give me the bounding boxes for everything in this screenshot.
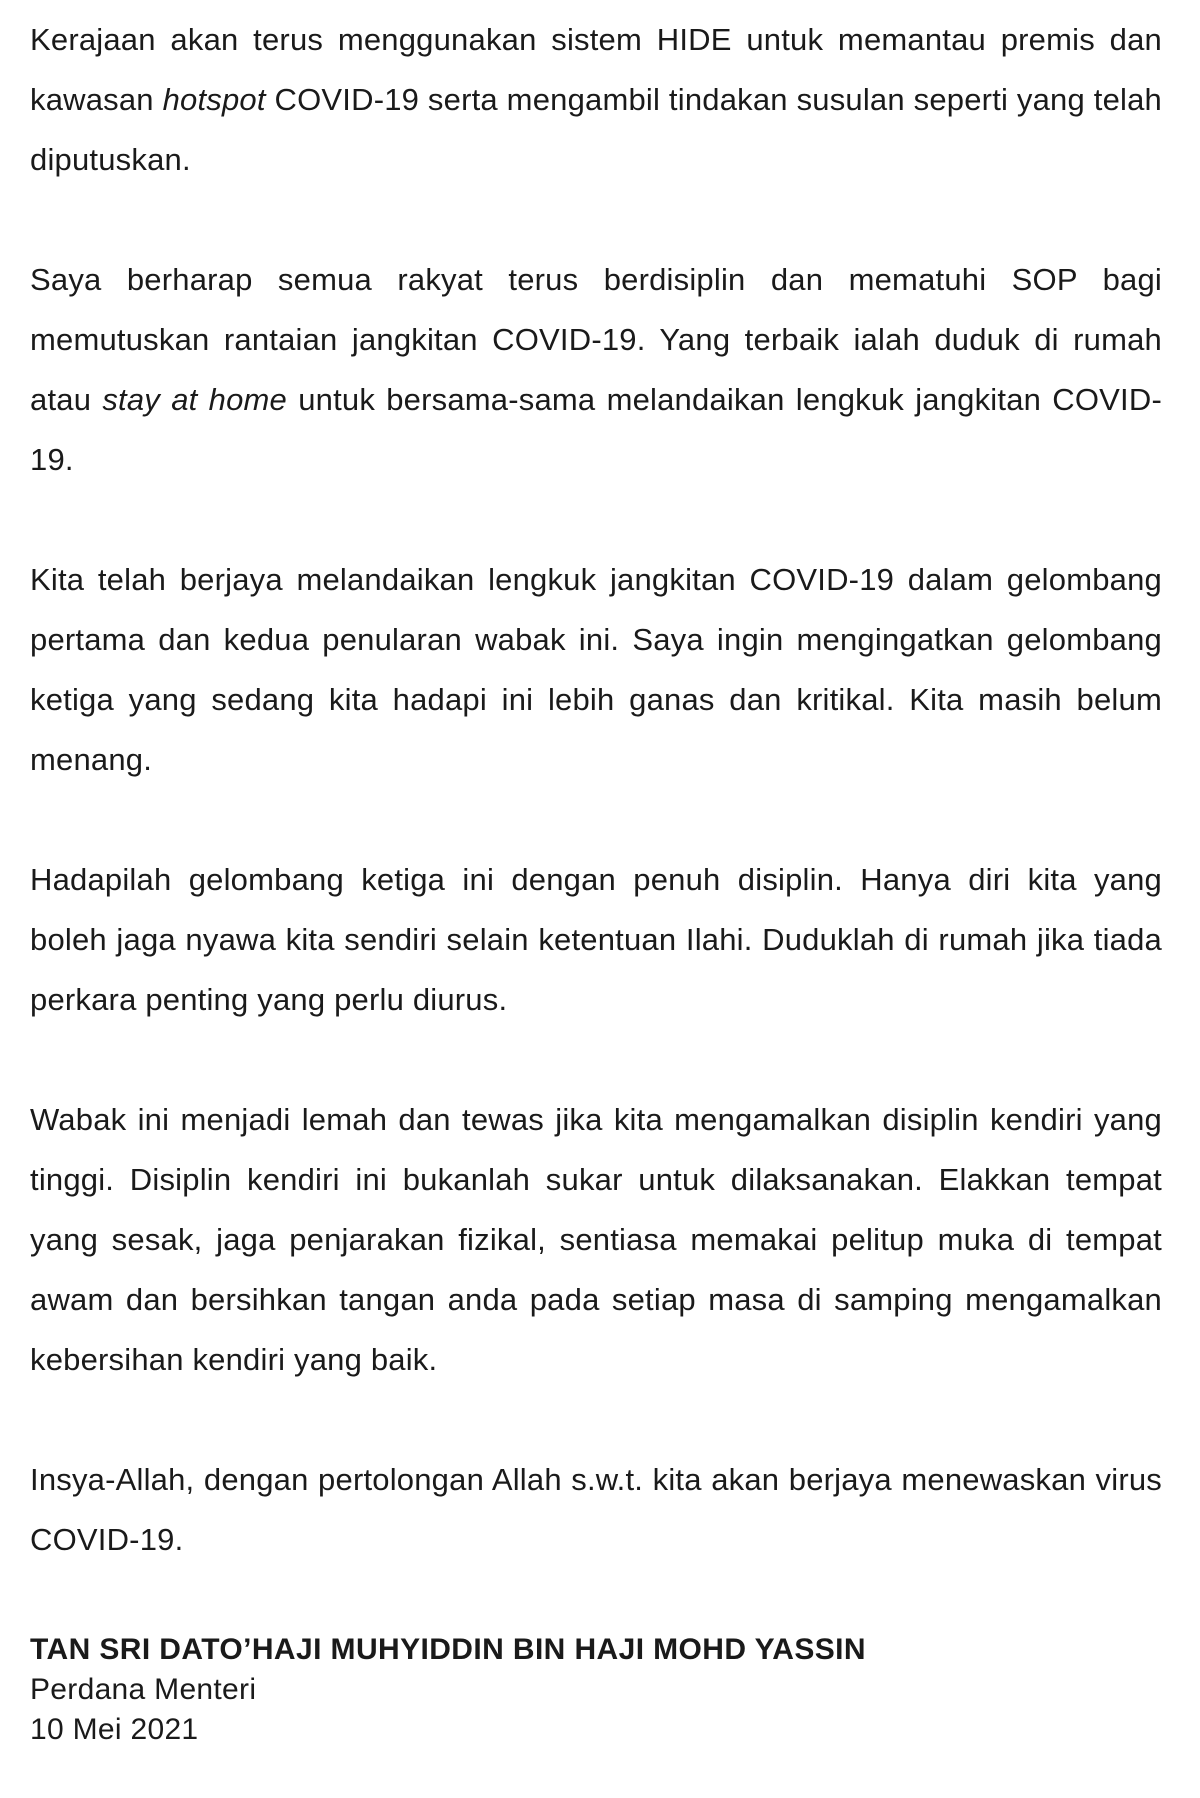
paragraph-text: Kerajaan akan terus menggunakan sistem HIDE untuk memantau premis dan kawasan (30, 22, 1162, 117)
paragraph-closing: Insya-Allah, dengan pertolongan Allah s.w.t. kita akan berjaya menewaskan virus COVID-19. (30, 1462, 1162, 1557)
paragraph-third-wave: Kita telah berjaya melandaikan lengkuk jangkitan COVID-19 dalam gelombang pertama dan kedua penularan wabak ini. Saya ingin mengingatkan gelombang ketiga yang sedang kita hadapi ini lebih ganas dan kritikal. Kita masih belum menang. (30, 562, 1162, 777)
paragraph-stay-at-home (30, 250, 1162, 490)
signature-block (30, 1630, 1162, 1750)
italic-term-stay-at-home: stay at home (102, 382, 287, 417)
paragraph-discipline: Hadapilah gelombang ketiga ini dengan penuh disiplin. Hanya diri kita yang boleh jaga nyawa kita sendiri selain ketentuan Ilahi. Duduklah di rumah jika tiada perkara penting yang perlu diurus. (30, 862, 1162, 1017)
document-page (30, 10, 1162, 1750)
paragraph-self-discipline: Wabak ini menjadi lemah dan tewas jika kita mengamalkan disiplin kendiri yang tinggi. Disiplin kendiri ini bukanlah sukar untuk dilaksanakan. Elakkan tempat yang sesak, jaga penjarakan fizikal, sentiasa memakai pelitup muka di tempat awam dan bersihkan tangan anda pada setiap masa di samping mengamalkan kebersihan kendiri yang baik. (30, 1102, 1162, 1377)
signatory-name: TAN SRI DATO’HAJI MUHYIDDIN BIN HAJI MOHD YASSIN (30, 1633, 866, 1666)
paragraph-text: COVID-19 serta mengambil tindakan susulan seperti yang telah diputuskan. (30, 82, 1162, 177)
paragraph-hide-system (30, 10, 1162, 190)
document-date: 10 Mei 2021 (30, 1713, 199, 1746)
italic-term-hotspot: hotspot (162, 82, 266, 117)
paragraph-text: Saya berharap semua rakyat terus berdisiplin dan mematuhi SOP bagi memutuskan rantaian jangkitan COVID-19. Yang terbaik ialah duduk di rumah atau (30, 262, 1162, 417)
signatory-title: Perdana Menteri (30, 1673, 257, 1706)
paragraph-text: untuk bersama-sama melandaikan lengkuk jangkitan COVID-19. (30, 382, 1162, 477)
